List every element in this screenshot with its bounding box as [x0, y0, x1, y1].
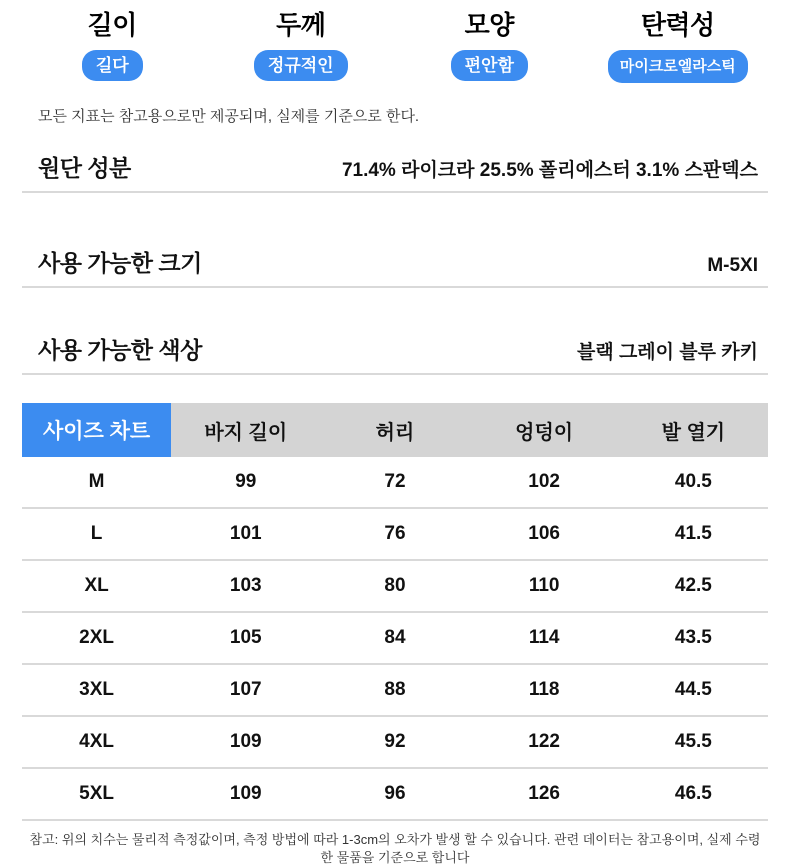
cell-length: 109 [171, 768, 320, 820]
attribute-length [18, 8, 207, 83]
size-chart-header-hip: 엉덩이 [470, 403, 619, 457]
cell-footopening: 42.5 [619, 560, 768, 612]
attribute-elasticity-title: 탄력성 [640, 10, 715, 40]
size-chart-table [22, 403, 768, 821]
cell-footopening: 40.5 [619, 457, 768, 508]
size-chart-head [22, 403, 768, 457]
size-chart-body [22, 457, 768, 820]
size-chart [22, 403, 768, 821]
cell-length: 99 [171, 457, 320, 508]
size-chart-header-title: 사이즈 차트 [22, 403, 171, 457]
cell-size: L [22, 508, 171, 560]
table-row [22, 768, 768, 820]
cell-hip: 106 [470, 508, 619, 560]
cell-waist: 72 [320, 457, 469, 508]
size-chart-header-waist: 허리 [320, 403, 469, 457]
table-row [22, 457, 768, 508]
cell-footopening: 45.5 [619, 716, 768, 768]
attribute-shape-title: 모양 [464, 10, 514, 40]
size-chart-header-footopening: 발 열기 [619, 403, 768, 457]
spec-value-fabric: 71.4% 라이크라 25.5% 폴리에스터 3.1% 스판덱스 [341, 160, 758, 181]
attribute-length-value: 길다 [82, 50, 143, 81]
cell-size: M [22, 457, 171, 508]
cell-footopening: 44.5 [619, 664, 768, 716]
cell-waist: 92 [320, 716, 469, 768]
cell-hip: 110 [470, 560, 619, 612]
table-row [22, 612, 768, 664]
spec-row-colors [22, 322, 768, 375]
cell-length: 105 [171, 612, 320, 664]
cell-length: 109 [171, 716, 320, 768]
spec-label-colors: 사용 가능한 색상 [38, 337, 202, 363]
disclaimer-note: 모든 지표는 참고용으로만 제공되며, 실제를 기준으로 한다. [38, 108, 420, 125]
cell-hip: 118 [470, 664, 619, 716]
cell-length: 101 [171, 508, 320, 560]
measurement-footnote: 참고: 위의 치수는 물리적 측정값이며, 측정 방법에 따라 1-3cm의 오차가 발생 할 수 있습니다. 관련 데이터는 참고용이며, 실제 수령한 물품을 기준으로 합니다 [29, 832, 761, 865]
attribute-length-title: 길이 [87, 10, 137, 40]
attribute-thickness-value: 정규적인 [254, 50, 348, 81]
size-chart-header-length: 바지 길이 [171, 403, 320, 457]
cell-waist: 96 [320, 768, 469, 820]
cell-waist: 84 [320, 612, 469, 664]
cell-length: 103 [171, 560, 320, 612]
spec-label-sizes: 사용 가능한 크기 [38, 250, 202, 276]
cell-footopening: 46.5 [619, 768, 768, 820]
cell-waist: 80 [320, 560, 469, 612]
table-row [22, 664, 768, 716]
cell-size: 2XL [22, 612, 171, 664]
cell-footopening: 43.5 [619, 612, 768, 664]
attribute-thickness [207, 8, 396, 83]
cell-footopening: 41.5 [619, 508, 768, 560]
table-row [22, 560, 768, 612]
spec-value-sizes: M-5XI [707, 255, 758, 276]
attribute-elasticity-value: 마이크로엘라스틱 [608, 50, 748, 83]
cell-size: 3XL [22, 664, 171, 716]
cell-size: 5XL [22, 768, 171, 820]
spec-value-colors: 블랙 그레이 블루 카키 [576, 342, 758, 363]
attribute-elasticity [584, 8, 773, 83]
cell-size: 4XL [22, 716, 171, 768]
cell-hip: 114 [470, 612, 619, 664]
cell-hip: 122 [470, 716, 619, 768]
attribute-shape-value: 편안함 [451, 50, 528, 81]
attribute-row [0, 0, 790, 83]
attribute-shape [395, 8, 584, 83]
cell-waist: 88 [320, 664, 469, 716]
size-chart-header-row [22, 403, 768, 457]
attribute-thickness-title: 두께 [276, 10, 326, 40]
table-row [22, 716, 768, 768]
cell-length: 107 [171, 664, 320, 716]
spec-label-fabric: 원단 성분 [38, 155, 131, 181]
spec-row-sizes [22, 235, 768, 288]
table-row [22, 508, 768, 560]
cell-hip: 126 [470, 768, 619, 820]
spec-row-fabric [22, 140, 768, 193]
cell-size: XL [22, 560, 171, 612]
cell-waist: 76 [320, 508, 469, 560]
cell-hip: 102 [470, 457, 619, 508]
